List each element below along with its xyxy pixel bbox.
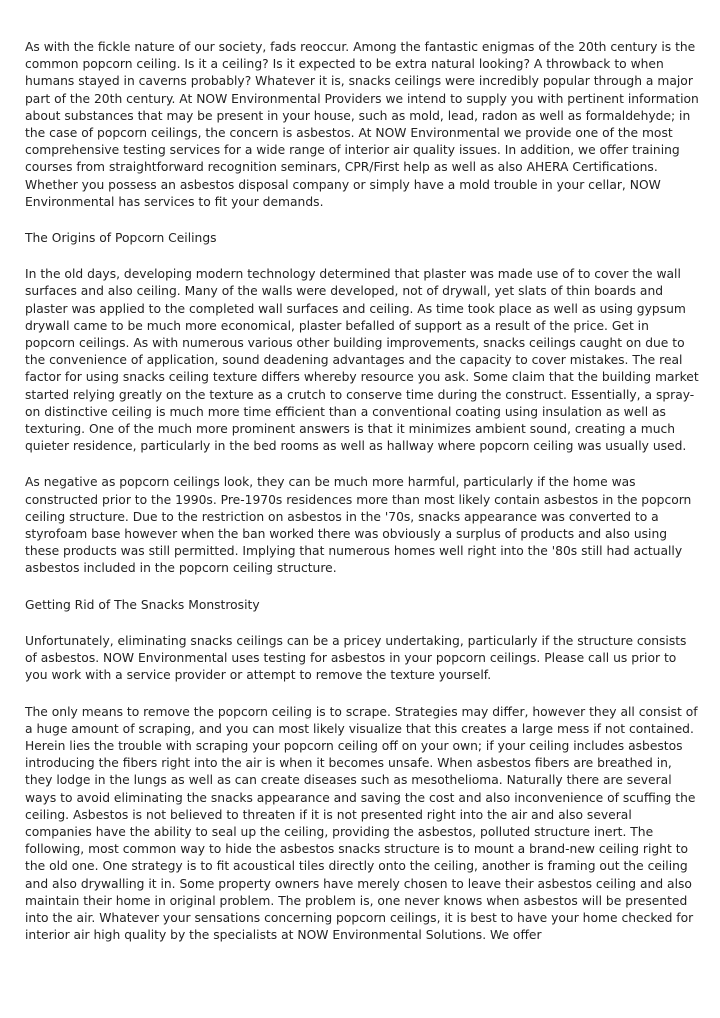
harm-paragraph: As negative as popcorn ceilings look, they can be much more harmful, particularly if the home was constructed prior to the 1990s. Pre-1970s residences more than most likely contain asbestos in the popcorn ceiling structure. Due to the restriction on asbestos in the '70s, snacks appearance was converted to a styrofoam base however when the ban worked there was obviously a surplus of products and also using these products was still permitted. Implying that numerous homes well right into the '80s still had actually asbestos included in the popcorn ceiling structure. — [25, 475, 692, 576]
origins-paragraph: In the old days, developing modern technology determined that plaster was made use of to cover the wall surfaces and also ceiling. Many of the walls were developed, not of drywall, yet slats of thin boards and plaster was applied to the completed wall surfaces and ceiling. As time took place as well as using gypsum drywall came to be much more economical, plaster befalled of support as a result of the price. Get in popcorn ceilings. As with numerous various other building improvements, snacks ceilings caught on due to the convenience of application, sound deadening advantages and the capacity to cover mistakes. The real factor for using snacks ceiling texture differs whereby resource you ask. Some claim that the building market started relying greatly on the texture as a crutch to conserve time during the construct. Essentially, a spray-on distinctive ceiling is much more time efficient than a conventional coating using insulation as well as texturing. One of the much more prominent answers is that it minimizes ambient sound, creating a much quieter residence, particularly in the bed rooms as well as hallway where popcorn ceiling was usually used. — [25, 267, 699, 454]
removal-cost-paragraph: Unfortunately, eliminating snacks ceilings can be a pricey undertaking, particularly if the structure consists of asbestos. NOW Environmental uses testing for asbestos in your popcorn ceilings. Please call us prior to you work with a service provider or attempt to remove the texture yourself. — [25, 633, 687, 683]
section-heading-origins: The Origins of Popcorn Ceilings — [25, 231, 217, 246]
removal-method-paragraph: The only means to remove the popcorn ceiling is to scrape. Strategies may differ, however they all consist of a huge amount of scraping, and you can most likely visualize that this creates a large mess if not contained. Herein lies the trouble with scraping your popcorn ceiling off on your own; if your ceiling includes asbestos introducing the fibers right into the air is when it becomes unsafe. When asbestos fibers are breathed in, they lodge in the lungs as well as can create diseases such as mesothelioma. Naturally there are several ways to avoid eliminating the snacks appearance and saving the cost and also inconvenience of scuffing the ceiling. Asbestos is not believed to threaten if it is not presented right into the air and also several companies have the ability to seal up the ceiling, providing the asbestos, polluted structure inert. The following, most common way to hide the asbestos snacks structure is to mount a brand-new ceiling right to the old one. One strategy is to fit acoustical tiles directly onto the ceiling, another is framing out the ceiling and also drywalling it in. Some property owners have merely chosen to leave their asbestos ceiling and also maintain their home in original problem. The problem is, one never knows when asbestos will be presented into the air. Whatever your sensations concerning popcorn ceilings, it is best to have your home checked for interior air high quality by the specialists at NOW Environmental Solutions. We offer — [25, 704, 698, 943]
intro-paragraph: As with the fickle nature of our society, fads reoccur. Among the fantastic enigmas of the 20th century is the common popcorn ceiling. Is it a ceiling? Is it expected to be extra natural looking? A throwback to when humans stayed in caverns probably? Whatever it is, snacks ceilings were incredibly popular through a major part of the 20th century. At NOW Environmental Providers we intend to supply you with pertinent information about substances that may be present in your house, such as mold, lead, radon as well as formaldehyde; in the case of popcorn ceilings, the concern is asbestos. At NOW Environmental we provide one of the most comprehensive testing services for a wide range of interior air quality issues. In addition, we offer training courses from straightforward recognition seminars, CPR/First help as well as also AHERA Certifications. Whether you possess an asbestos disposal company or simply have a mold trouble in your cellar, NOW Environmental has services to fit your demands. — [25, 40, 699, 209]
section-heading-removal: Getting Rid of The Snacks Monstrosity — [25, 597, 260, 612]
